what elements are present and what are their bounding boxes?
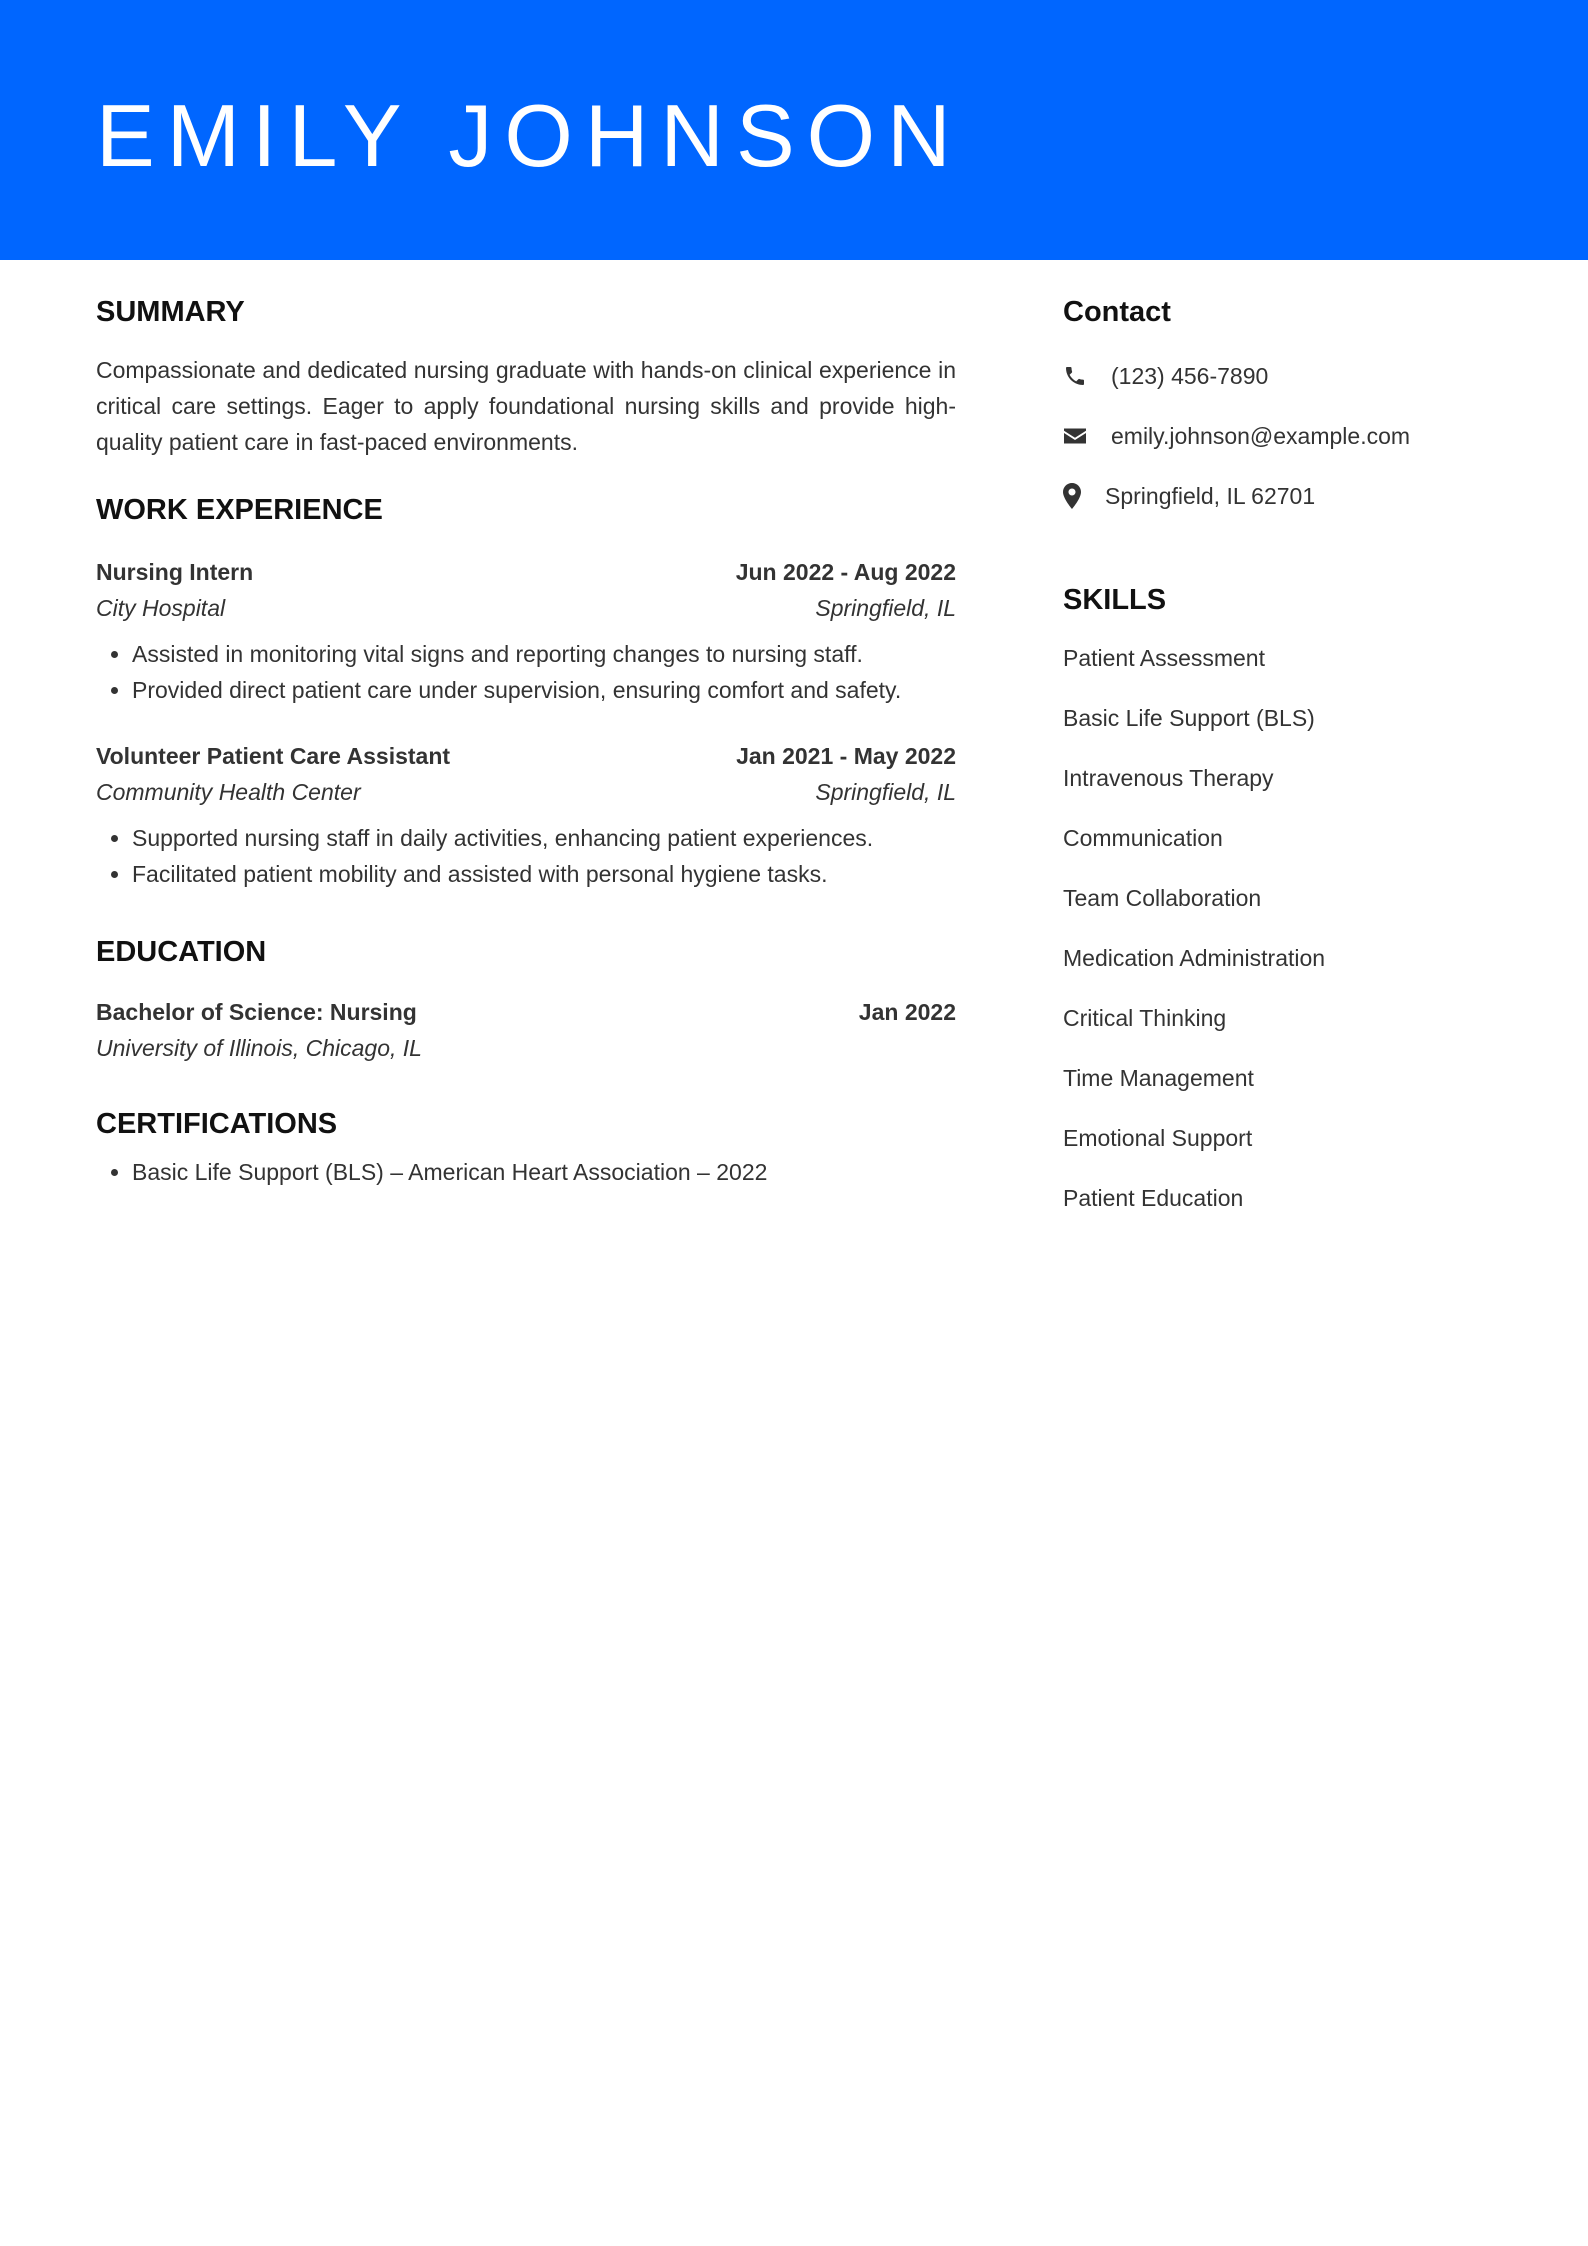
skill-item: Time Management	[1063, 1065, 1254, 1091]
education-date: Jan 2022	[858, 999, 956, 1025]
job-role: Nursing Intern	[96, 559, 254, 585]
skill-item: Critical Thinking	[1063, 1005, 1227, 1031]
work-experience-heading: WORK EXPERIENCE	[96, 494, 383, 526]
job-bullet: • Assisted in monitoring vital signs and reporting changes to nursing staff.	[132, 636, 956, 672]
skill-item: Communication	[1063, 825, 1223, 851]
sidebar-column	[1063, 292, 1523, 1216]
job-bullets	[96, 820, 956, 892]
skill-item: Intravenous Therapy	[1063, 765, 1274, 791]
job-header-row	[96, 738, 956, 774]
contact-location-text: Springfield, IL 62701	[1105, 482, 1316, 509]
job-bullet: • Provided direct patient care under supervision, ensuring comfort and safety.	[132, 672, 956, 708]
map-pin-icon	[1063, 482, 1085, 510]
contact-list	[1063, 358, 1523, 514]
skills-heading: SKILLS	[1063, 584, 1167, 616]
job-subheader-row	[96, 774, 956, 810]
contact-section	[1063, 292, 1523, 514]
education-entry	[96, 994, 956, 1066]
job-subheader-row	[96, 590, 956, 626]
candidate-name: EMILY JOHNSON	[96, 86, 963, 185]
certifications-heading: CERTIFICATIONS	[96, 1108, 338, 1140]
education-section	[96, 932, 956, 1066]
certifications-section	[96, 1104, 956, 1190]
education-header-row	[96, 994, 956, 1030]
skill-item: Emotional Support	[1063, 1125, 1253, 1151]
summary-section	[96, 292, 956, 460]
contact-email-text: emily.johnson@example.com	[1111, 422, 1411, 449]
envelope-icon	[1063, 422, 1091, 450]
education-school: University of Illinois, Chicago, IL	[96, 1035, 422, 1061]
work-experience-section	[96, 490, 956, 892]
job-location: Springfield, IL	[815, 779, 956, 805]
phone-icon	[1063, 362, 1091, 390]
job-location: Springfield, IL	[815, 595, 956, 621]
contact-phone	[1063, 358, 1523, 394]
job-entry	[96, 738, 956, 892]
job-organization: Community Health Center	[96, 779, 361, 805]
skill-item: Patient Assessment	[1063, 645, 1265, 671]
skill-item: Team Collaboration	[1063, 885, 1262, 911]
summary-heading: SUMMARY	[96, 296, 245, 328]
job-bullet: • Facilitated patient mobility and assisted with personal hygiene tasks.	[132, 856, 956, 892]
certification-item: • Basic Life Support (BLS) – American Heart Association – 2022	[132, 1154, 956, 1190]
certifications-list	[96, 1154, 956, 1190]
job-bullets	[96, 636, 956, 708]
education-degree: Bachelor of Science: Nursing	[96, 999, 417, 1025]
skills-list	[1063, 640, 1523, 1216]
job-header-row	[96, 554, 956, 590]
main-column	[96, 292, 956, 1190]
education-school-row	[96, 1030, 956, 1066]
skill-item: Medication Administration	[1063, 945, 1326, 971]
education-heading: EDUCATION	[96, 936, 267, 968]
contact-phone-text: (123) 456-7890	[1111, 362, 1269, 389]
job-dates: Jun 2022 - Aug 2022	[735, 559, 956, 585]
job-entry	[96, 554, 956, 708]
job-bullet: • Supported nursing staff in daily activities, enhancing patient experiences.	[132, 820, 956, 856]
header-banner	[0, 0, 1588, 260]
job-organization: City Hospital	[96, 595, 226, 621]
contact-location	[1063, 478, 1523, 514]
contact-email	[1063, 418, 1523, 454]
skill-item: Patient Education	[1063, 1185, 1244, 1211]
contact-heading: Contact	[1063, 296, 1171, 328]
skill-item: Basic Life Support (BLS)	[1063, 705, 1315, 731]
job-dates: Jan 2021 - May 2022	[736, 743, 956, 769]
summary-text: Compassionate and dedicated nursing graduate with hands-on clinical experience in critical care settings. Eager to apply foundational nursing skills and provide high-quality patient care in fast-paced environments.	[96, 357, 956, 455]
job-role: Volunteer Patient Care Assistant	[96, 743, 451, 769]
skills-section	[1063, 580, 1523, 1216]
